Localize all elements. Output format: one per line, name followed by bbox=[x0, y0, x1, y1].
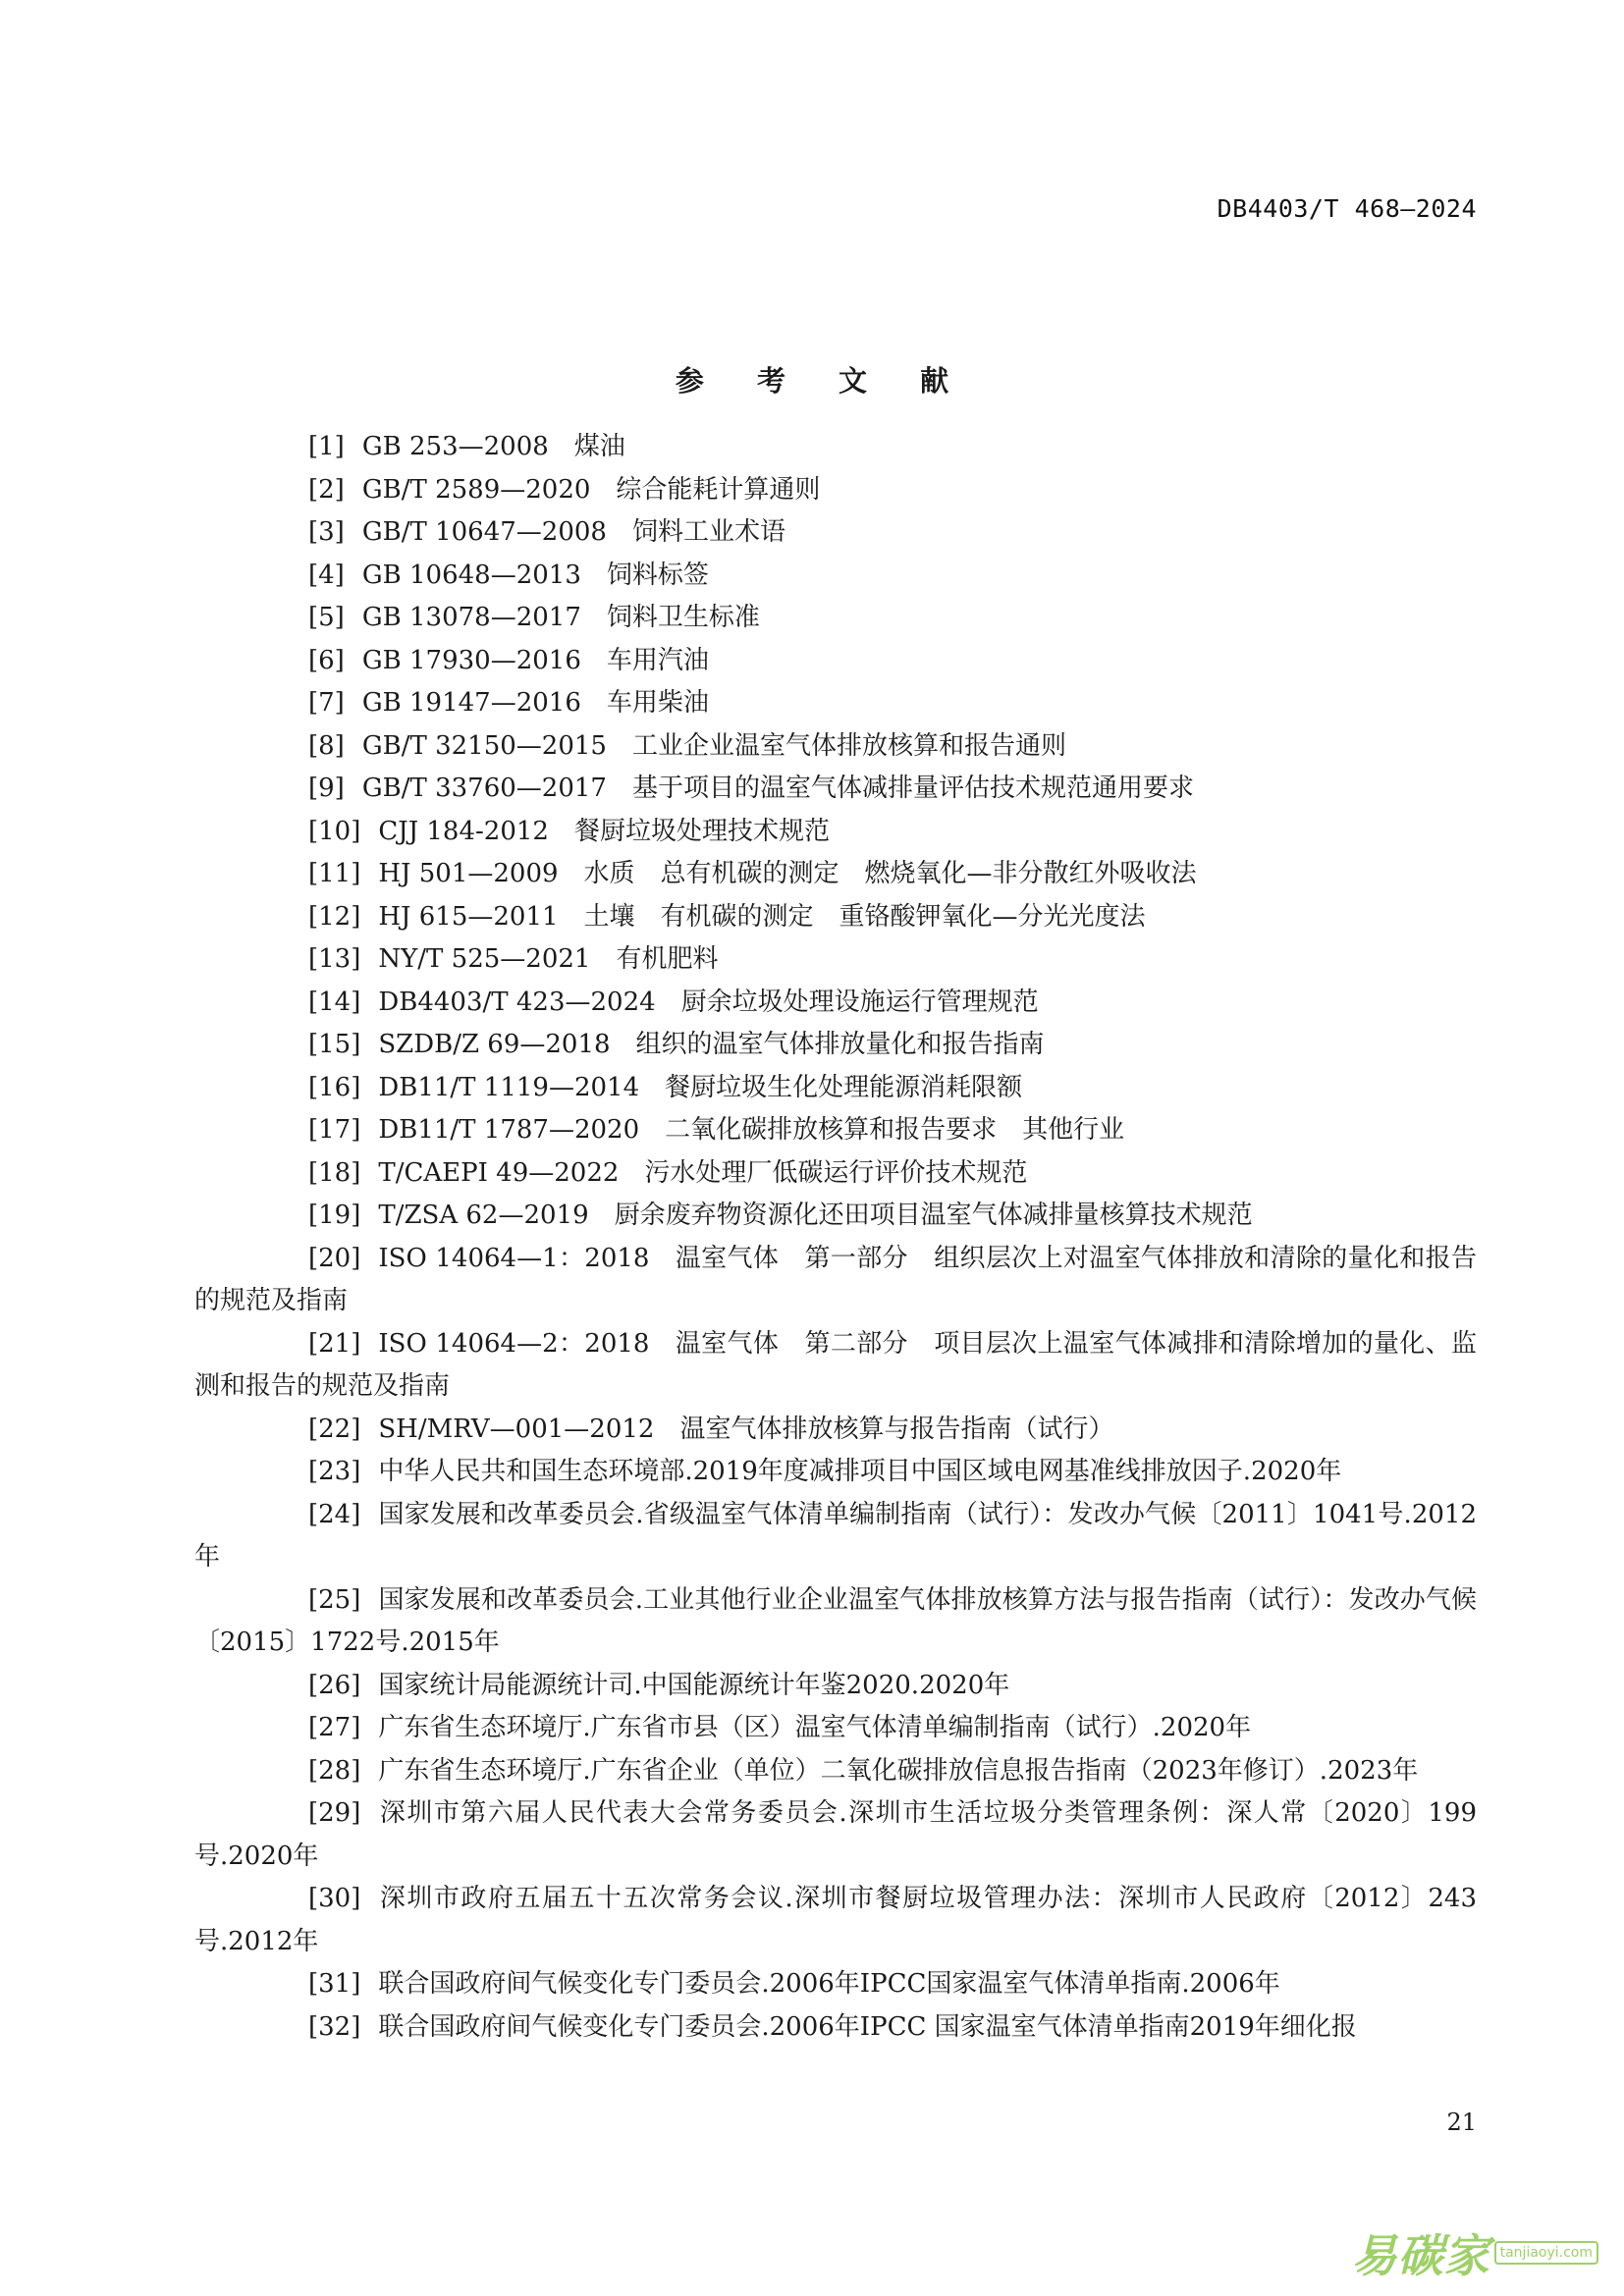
reference-title: 温室气体 第二部分 项目层次上温室气体减排和清除增加的量化、监测和报告的规范及指南 bbox=[194, 1328, 1477, 1401]
reference-number: [15] bbox=[308, 1030, 361, 1059]
reference-code: NY/T 525—2021 bbox=[378, 944, 591, 974]
reference-code: GB 253—2008 bbox=[361, 432, 549, 461]
reference-title: 深圳市政府五届五十五次常务会议.深圳市餐厨垃圾管理办法：深圳市人民政府〔2012〕243号.2012年 bbox=[194, 1884, 1477, 1956]
reference-item bbox=[194, 1451, 1477, 1494]
reference-title: 厨余垃圾处理设施运行管理规范 bbox=[680, 987, 1039, 1017]
reference-code: SZDB/Z 69—2018 bbox=[378, 1030, 611, 1059]
reference-number: [29] bbox=[308, 1798, 361, 1828]
reference-title: 饲料卫生标准 bbox=[606, 603, 760, 632]
reference-item bbox=[194, 1109, 1477, 1152]
reference-title: 国家统计局能源统计司.中国能源统计年鉴2020.2020年 bbox=[378, 1670, 1010, 1700]
reference-item bbox=[194, 768, 1477, 811]
reference-number: [23] bbox=[308, 1457, 361, 1486]
reference-title: 厨余废弃物资源化还田项目温室气体减排量核算技术规范 bbox=[614, 1201, 1253, 1230]
reference-title: 煤油 bbox=[573, 432, 625, 461]
reference-number: [30] bbox=[308, 1884, 361, 1913]
reference-number: [9] bbox=[308, 774, 345, 803]
reference-number: [12] bbox=[308, 901, 361, 932]
reference-item bbox=[194, 1963, 1477, 2006]
reference-title: 综合能耗计算通则 bbox=[616, 474, 821, 505]
reference-code: DB11/T 1787—2020 bbox=[378, 1115, 640, 1145]
reference-title: 污水处理厂低碳运行评价技术规范 bbox=[644, 1157, 1028, 1188]
page-number: 21 bbox=[1446, 2109, 1477, 2136]
reference-title: 土壤 有机碳的测定 重铬酸钾氧化—分光光度法 bbox=[583, 901, 1146, 932]
reference-number: [17] bbox=[308, 1115, 361, 1145]
reference-number: [19] bbox=[308, 1201, 361, 1230]
reference-title: 广东省生态环境厅.广东省企业（单位）二氧化碳排放信息报告指南（2023年修订）.2023年 bbox=[378, 1755, 1419, 1786]
reference-item bbox=[194, 1195, 1477, 1238]
reference-item bbox=[194, 1152, 1477, 1196]
reference-number: [5] bbox=[308, 603, 345, 632]
reference-item bbox=[194, 511, 1477, 555]
reference-number: [4] bbox=[308, 560, 345, 590]
reference-number: [27] bbox=[308, 1713, 361, 1742]
reference-number: [28] bbox=[308, 1755, 361, 1786]
reference-item bbox=[194, 982, 1477, 1025]
reference-item bbox=[194, 426, 1477, 469]
reference-code: GB/T 33760—2017 bbox=[361, 774, 607, 803]
reference-title: 饲料标签 bbox=[606, 560, 709, 590]
reference-item bbox=[194, 1323, 1477, 1409]
reference-title: 餐厨垃圾生化处理能源消耗限额 bbox=[665, 1072, 1023, 1102]
reference-code: SH/MRV—001—2012 bbox=[378, 1414, 655, 1444]
document-code: DB4403/T 468—2024 bbox=[1217, 194, 1477, 223]
reference-code: GB/T 32150—2015 bbox=[361, 730, 607, 761]
reference-code: GB 10648—2013 bbox=[361, 560, 581, 590]
reference-title: 车用柴油 bbox=[606, 688, 709, 718]
reference-code: GB 13078—2017 bbox=[361, 603, 581, 632]
reference-item bbox=[194, 1792, 1477, 1878]
reference-title: 工业企业温室气体排放核算和报告通则 bbox=[631, 730, 1066, 761]
reference-item bbox=[194, 682, 1477, 725]
reference-code: GB 17930—2016 bbox=[361, 645, 581, 675]
reference-item bbox=[194, 469, 1477, 512]
reference-item bbox=[194, 1409, 1477, 1452]
reference-code: T/CAEPI 49—2022 bbox=[378, 1157, 620, 1188]
reference-number: [25] bbox=[308, 1584, 361, 1615]
reference-item bbox=[194, 811, 1477, 854]
reference-number: [10] bbox=[308, 816, 361, 846]
watermark-logo bbox=[1352, 2220, 1598, 2285]
reference-item bbox=[194, 1024, 1477, 1067]
reference-code: HJ 615—2011 bbox=[378, 901, 559, 932]
reference-number: [7] bbox=[308, 688, 345, 718]
reference-title: 车用汽油 bbox=[606, 645, 709, 675]
reference-item bbox=[194, 1707, 1477, 1750]
reference-title: 基于项目的温室气体减排量评估技术规范通用要求 bbox=[631, 774, 1194, 803]
reference-item bbox=[194, 896, 1477, 939]
reference-item bbox=[194, 1067, 1477, 1110]
reference-code: DB11/T 1119—2014 bbox=[378, 1072, 640, 1102]
reference-title: 餐厨垃圾处理技术规范 bbox=[573, 816, 830, 846]
reference-number: [1] bbox=[308, 432, 345, 461]
reference-title: 组织的温室气体排放量化和报告指南 bbox=[635, 1030, 1045, 1059]
reference-title: 联合国政府间气候变化专门委员会.2006年IPCC国家温室气体清单指南.2006年 bbox=[378, 1969, 1280, 1999]
reference-title: 广东省生态环境厅.广东省市县（区）温室气体清单编制指南（试行）.2020年 bbox=[378, 1713, 1252, 1742]
reference-item bbox=[194, 725, 1477, 769]
reference-title: 有机肥料 bbox=[616, 944, 719, 974]
watermark-brand: 易碳家 bbox=[1351, 2229, 1490, 2282]
reference-title: 二氧化碳排放核算和报告要求 其他行业 bbox=[665, 1115, 1125, 1145]
reference-title: 深圳市第六届人民代表大会常务委员会.深圳市生活垃圾分类管理条例：深人常〔2020〕199号.2020年 bbox=[194, 1798, 1477, 1871]
reference-number: [26] bbox=[308, 1670, 361, 1700]
reference-item bbox=[194, 2006, 1477, 2050]
watermark-domain: tanjiaoyi.com bbox=[1494, 2241, 1598, 2265]
reference-code: T/ZSA 62—2019 bbox=[378, 1201, 589, 1230]
reference-code: CJJ 184-2012 bbox=[378, 816, 549, 846]
reference-number: [22] bbox=[308, 1414, 361, 1444]
section-title: 参 考 文 献 bbox=[675, 364, 971, 398]
reference-number: [18] bbox=[308, 1157, 361, 1188]
reference-item bbox=[194, 938, 1477, 982]
reference-number: [6] bbox=[308, 645, 345, 675]
reference-code: GB/T 2589—2020 bbox=[361, 474, 591, 505]
reference-title: 国家发展和改革委员会.省级温室气体清单编制指南（试行）：发改办气候〔2011〕1041号.2012年 bbox=[194, 1499, 1477, 1572]
reference-item bbox=[194, 1494, 1477, 1579]
reference-number: [13] bbox=[308, 944, 361, 974]
reference-item bbox=[194, 597, 1477, 640]
reference-number: [11] bbox=[308, 859, 361, 888]
reference-number: [32] bbox=[308, 2011, 361, 2042]
reference-item bbox=[194, 555, 1477, 598]
reference-number: [31] bbox=[308, 1969, 361, 1999]
reference-number: [20] bbox=[308, 1243, 361, 1273]
reference-code: GB 19147—2016 bbox=[361, 688, 581, 718]
reference-code: GB/T 10647—2008 bbox=[361, 517, 607, 547]
reference-number: [8] bbox=[308, 730, 345, 761]
reference-code: HJ 501—2009 bbox=[378, 859, 559, 888]
reference-number: [16] bbox=[308, 1072, 361, 1102]
reference-title: 联合国政府间气候变化专门委员会.2006年IPCC 国家温室气体清单指南2019年细化报 bbox=[378, 2011, 1357, 2042]
reference-item bbox=[194, 1750, 1477, 1793]
reference-number: [24] bbox=[308, 1499, 361, 1529]
reference-item bbox=[194, 1665, 1477, 1708]
reference-number: [21] bbox=[308, 1328, 361, 1359]
reference-item bbox=[194, 640, 1477, 683]
reference-list bbox=[194, 426, 1477, 2049]
reference-number: [2] bbox=[308, 474, 345, 505]
reference-code: DB4403/T 423—2024 bbox=[378, 987, 656, 1017]
reference-title: 国家发展和改革委员会.工业其他行业企业温室气体排放核算方法与报告指南（试行）：发改办气候〔2015〕1722号.2015年 bbox=[194, 1584, 1477, 1657]
reference-code: ISO 14064—2：2018 bbox=[378, 1328, 650, 1359]
reference-title: 温室气体 第一部分 组织层次上对温室气体排放和清除的量化和报告的规范及指南 bbox=[194, 1243, 1477, 1315]
reference-number: [14] bbox=[308, 987, 361, 1017]
reference-item bbox=[194, 1238, 1477, 1323]
reference-number: [3] bbox=[308, 517, 345, 547]
reference-item bbox=[194, 1579, 1477, 1665]
reference-item bbox=[194, 853, 1477, 896]
reference-code: ISO 14064—1：2018 bbox=[378, 1243, 650, 1273]
reference-title: 水质 总有机碳的测定 燃烧氧化—非分散红外吸收法 bbox=[583, 859, 1197, 888]
reference-title: 温室气体排放核算与报告指南（试行） bbox=[679, 1414, 1114, 1444]
reference-title: 中华人民共和国生态环境部.2019年度减排项目中国区域电网基准线排放因子.2020年 bbox=[378, 1457, 1342, 1486]
reference-title: 饲料工业术语 bbox=[631, 517, 785, 547]
reference-item bbox=[194, 1878, 1477, 1963]
